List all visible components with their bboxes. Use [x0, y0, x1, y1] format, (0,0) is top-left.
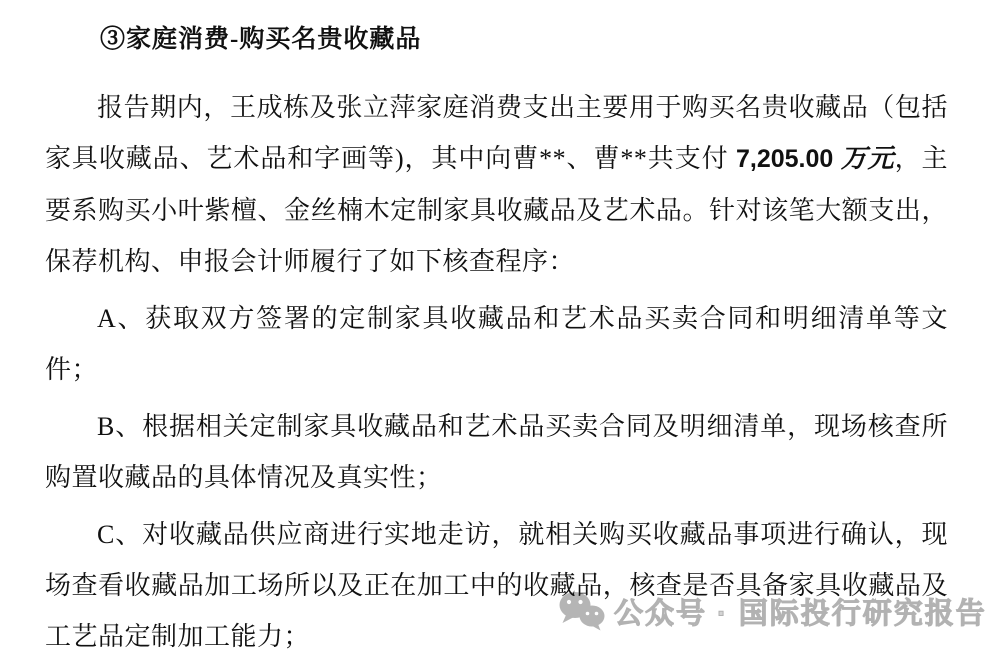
- section-heading: ③家庭消费-购买名贵收藏品: [100, 26, 422, 53]
- overview-text-after: ，主要系购买小叶紫檀、金丝楠木定制家具收藏品及艺术品。针对该笔大额支出，保荐机构、申报会计师履行了如下核查程序：: [45, 144, 948, 276]
- amount-unit: 万元: [833, 144, 895, 173]
- procedure-item-b: B、根据相关定制家具收藏品和艺术品买卖合同及明细清单，现场核查所购置收藏品的具体情况及真实性；: [45, 412, 948, 492]
- procedure-item-c: C、对收藏品供应商进行实地走访，就相关购买收藏品事项进行确认，现场查看收藏品加工场所以及正在加工中的收藏品，核查是否具备家具收藏品及工艺品定制加工能力；: [45, 520, 948, 650]
- document-content: [45, 24, 948, 650]
- amount-value: 7,205.00: [735, 145, 834, 173]
- procedure-item-a: A、获取双方签署的定制家具收藏品和艺术品买卖合同和明细清单等文件；: [45, 304, 948, 384]
- overview-text-before: 报告期内，王成栋及张立萍家庭消费支出主要用于购买名贵收藏品（包括家具收藏品、艺术品和字画等)，其中向曹**、曹**共支付: [45, 93, 948, 173]
- paragraph-overview: [45, 82, 948, 287]
- watermark-text: 公众号 · 国际投行研究报告: [614, 597, 987, 630]
